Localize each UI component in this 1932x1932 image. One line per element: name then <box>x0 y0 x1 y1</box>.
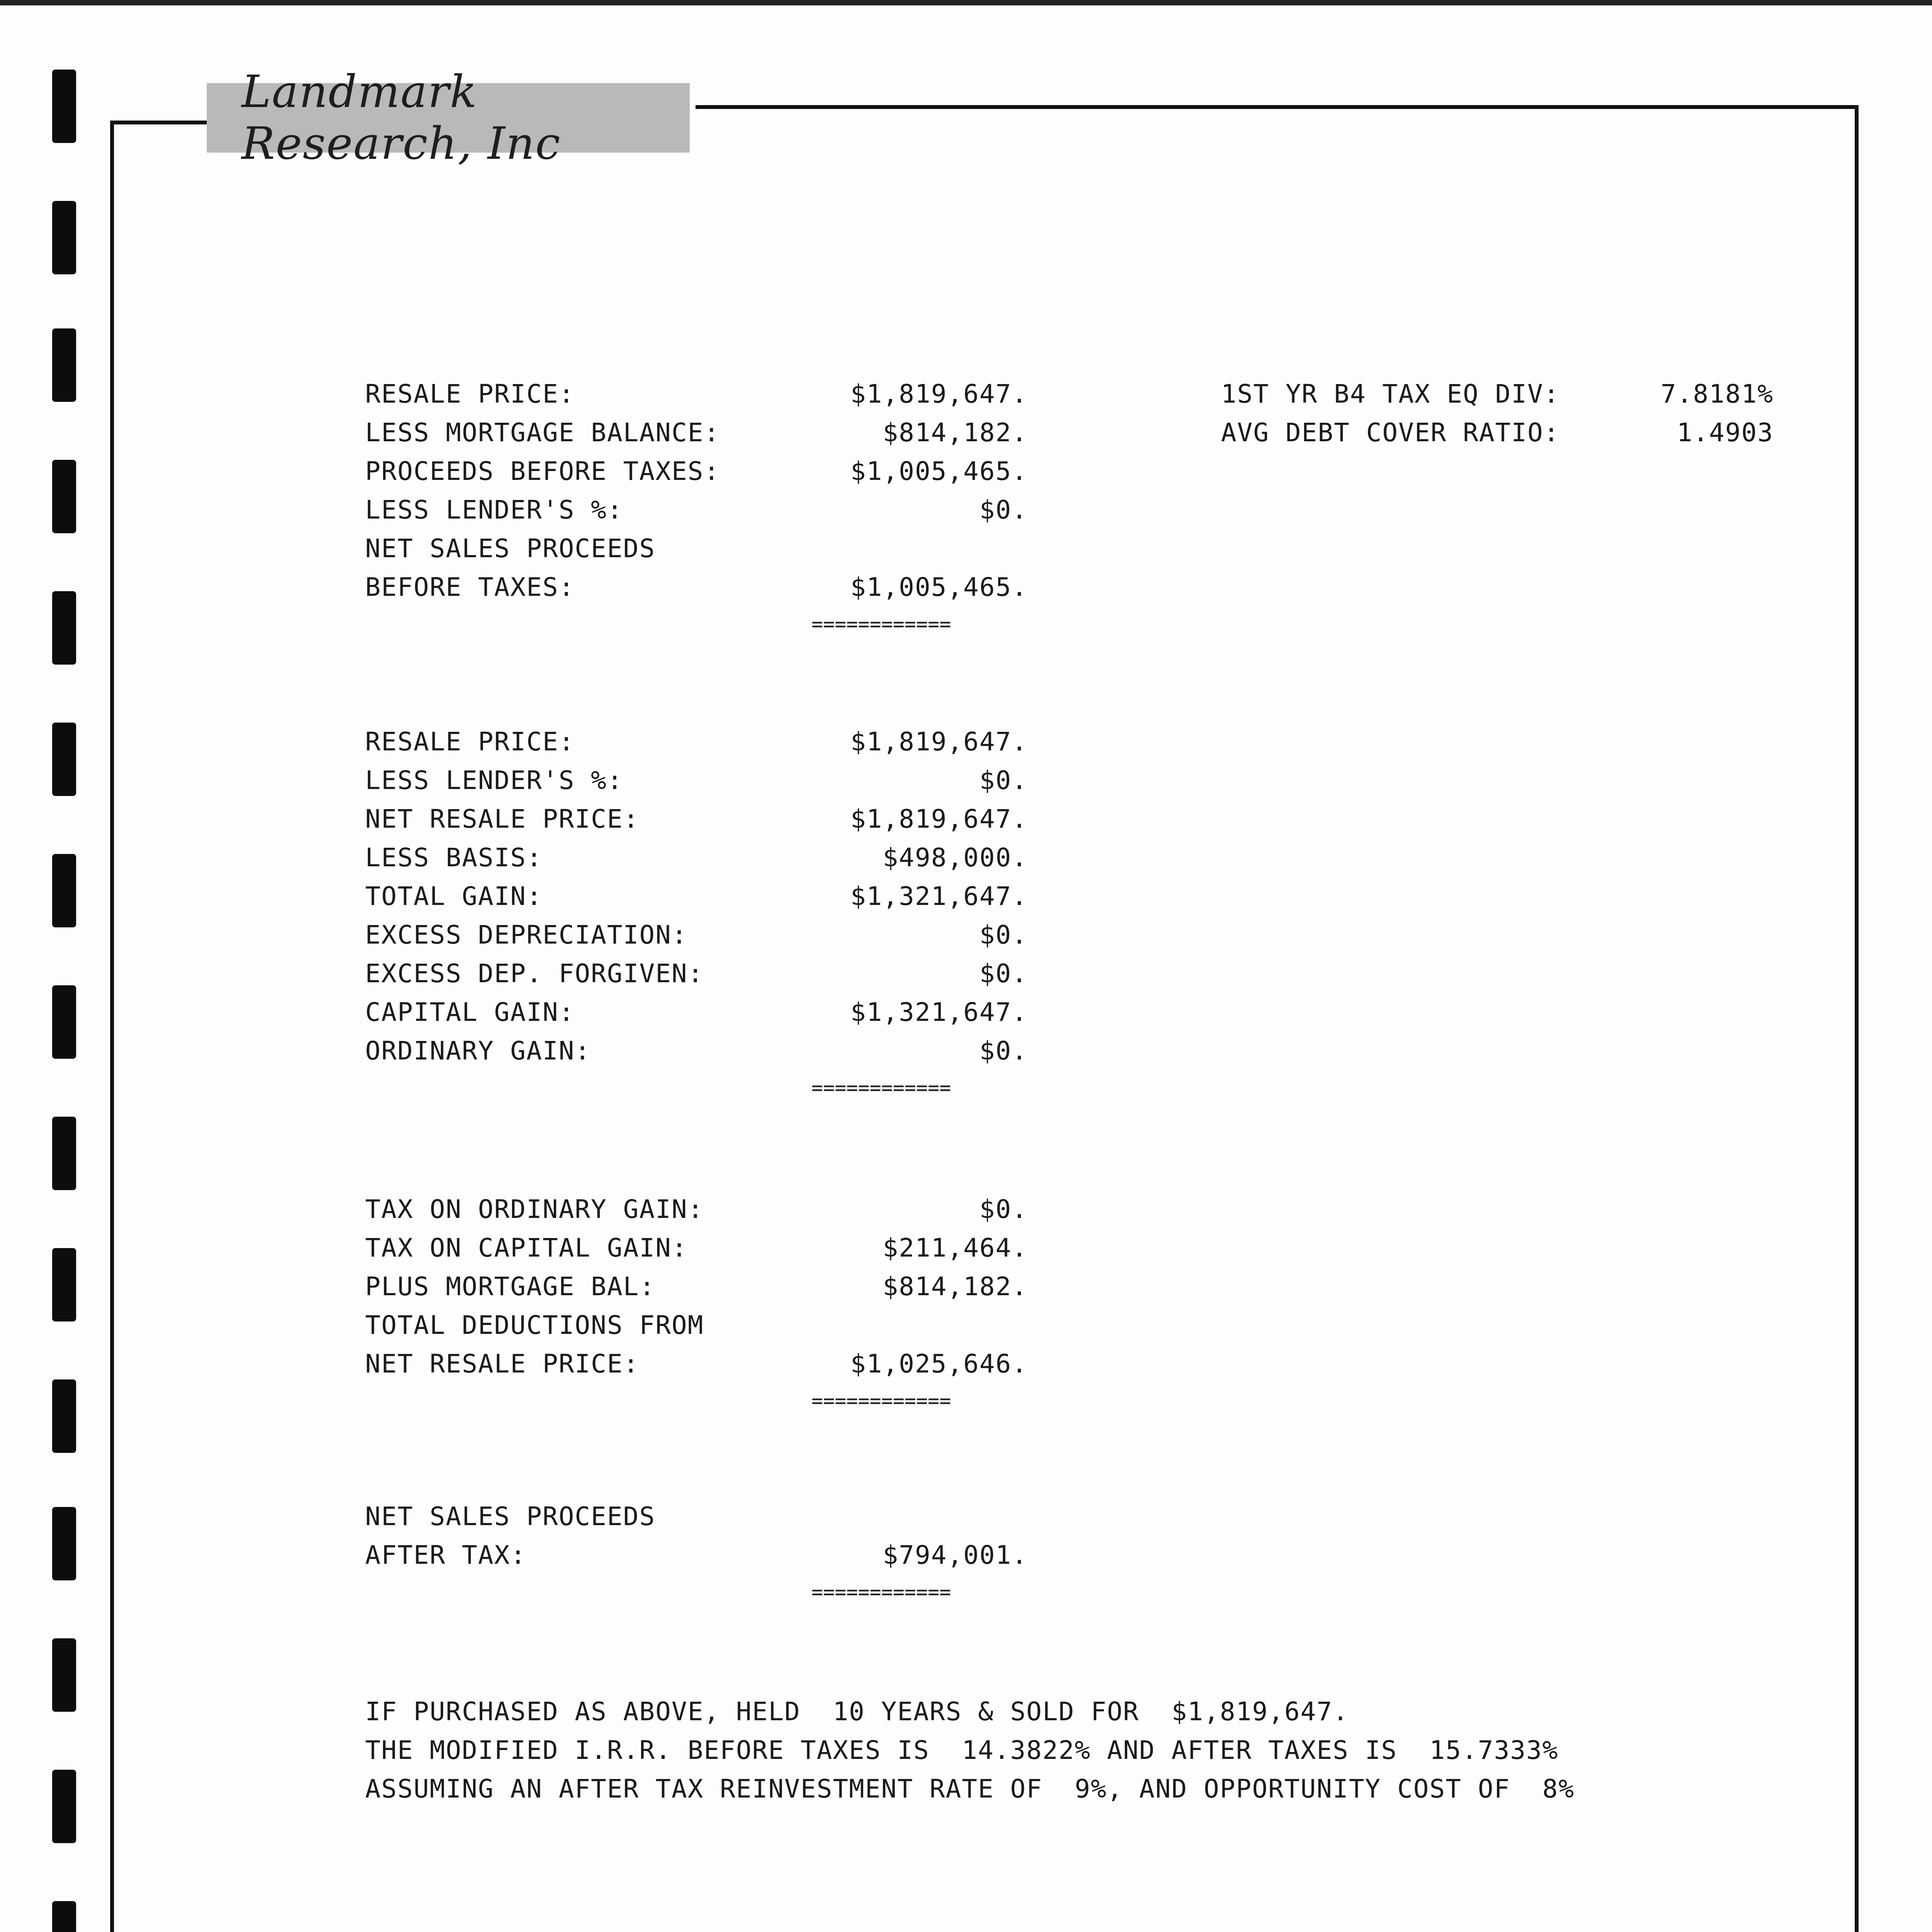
row-label: PROCEEDS BEFORE TAXES: <box>365 456 720 486</box>
row-label: ORDINARY GAIN: <box>365 1036 591 1066</box>
row-value: $498,000. <box>883 843 1028 872</box>
total-rule: ============ <box>811 1582 951 1602</box>
row-label: TOTAL GAIN: <box>365 881 543 911</box>
row-label: TAX ON ORDINARY GAIN: <box>365 1194 704 1224</box>
binder-hole <box>52 1507 76 1580</box>
row-value: $211,464. <box>883 1233 1028 1263</box>
page-top-edge <box>0 0 1932 5</box>
binder-hole <box>52 1117 76 1190</box>
row-label: NET SALES PROCEEDS <box>365 534 656 563</box>
row-value: $1,005,465. <box>850 456 1028 486</box>
row-value: $814,182. <box>883 418 1028 447</box>
summary-line: ASSUMING AN AFTER TAX REINVESTMENT RATE OF 9%, AND OPPORTUNITY COST OF 8% <box>365 1774 1575 1804</box>
row-label: CAPITAL GAIN: <box>365 997 575 1027</box>
row-value: $0. <box>979 920 1028 950</box>
row-value: $0. <box>979 959 1028 988</box>
binder-hole <box>52 723 76 796</box>
binder-hole <box>52 854 76 927</box>
row-value: $814,182. <box>883 1272 1028 1301</box>
row-value: $0. <box>979 1036 1028 1066</box>
row-label: LESS MORTGAGE BALANCE: <box>365 418 720 447</box>
company-logo <box>207 66 690 170</box>
row-label: TAX ON CAPITAL GAIN: <box>365 1233 688 1263</box>
metric-value: 7.8181% <box>1660 379 1774 409</box>
row-value: $1,819,647. <box>850 379 1028 409</box>
row-label: EXCESS DEPRECIATION: <box>365 920 688 950</box>
total-rule: ============ <box>811 1391 951 1410</box>
total-rule: ============ <box>811 614 951 634</box>
row-value: $1,321,647. <box>850 881 1028 911</box>
row-label: NET RESALE PRICE: <box>365 804 639 834</box>
row-label: NET SALES PROCEEDS <box>365 1502 656 1531</box>
row-label: LESS BASIS: <box>365 843 543 872</box>
binder-hole <box>52 1248 76 1321</box>
row-label: RESALE PRICE: <box>365 379 575 409</box>
metric-value: 1.4903 <box>1677 418 1774 447</box>
metric-label: 1ST YR B4 TAX EQ DIV: <box>1221 379 1560 409</box>
binder-hole <box>52 1638 76 1712</box>
row-label: EXCESS DEP. FORGIVEN: <box>365 959 704 988</box>
row-value: $0. <box>979 765 1028 795</box>
row-label: RESALE PRICE: <box>365 727 575 757</box>
row-value: $794,001. <box>883 1540 1028 1570</box>
summary-line: IF PURCHASED AS ABOVE, HELD 10 YEARS & SOLD FOR $1,819,647. <box>365 1697 1349 1726</box>
binder-hole <box>52 1901 76 1932</box>
row-label: PLUS MORTGAGE BAL: <box>365 1272 656 1301</box>
row-value: $0. <box>979 495 1028 525</box>
row-value: $1,819,647. <box>850 804 1028 834</box>
frame-top-right-rule <box>696 105 1859 109</box>
row-label: TOTAL DEDUCTIONS FROM <box>365 1310 704 1340</box>
frame-top-left-rule <box>110 121 207 124</box>
row-value: $1,025,646. <box>850 1349 1028 1379</box>
frame-right-rule <box>1855 105 1859 1932</box>
total-rule: ============ <box>811 1078 951 1097</box>
binder-hole <box>52 591 76 665</box>
row-value: $1,005,465. <box>850 572 1028 602</box>
row-value: $1,321,647. <box>850 997 1028 1027</box>
binder-hole <box>52 70 76 143</box>
binder-hole <box>52 201 76 274</box>
row-label: LESS LENDER'S %: <box>365 495 623 525</box>
row-label: BEFORE TAXES: <box>365 572 575 602</box>
binder-hole <box>52 460 76 533</box>
row-label: LESS LENDER'S %: <box>365 765 623 795</box>
row-label: AFTER TAX: <box>365 1540 527 1570</box>
binder-hole <box>52 1379 76 1453</box>
binder-hole <box>52 985 76 1059</box>
binder-hole <box>52 328 76 402</box>
metric-label: AVG DEBT COVER RATIO: <box>1221 418 1560 447</box>
row-value: $1,819,647. <box>850 727 1028 757</box>
frame-left-rule <box>110 121 114 1932</box>
binder-hole <box>52 1770 76 1843</box>
row-label: NET RESALE PRICE: <box>365 1349 639 1379</box>
company-logo-text: Landmark Research, Inc <box>242 66 561 170</box>
summary-line: THE MODIFIED I.R.R. BEFORE TAXES IS 14.3822% AND AFTER TAXES IS 15.7333% <box>365 1735 1559 1765</box>
row-value: $0. <box>979 1194 1028 1224</box>
